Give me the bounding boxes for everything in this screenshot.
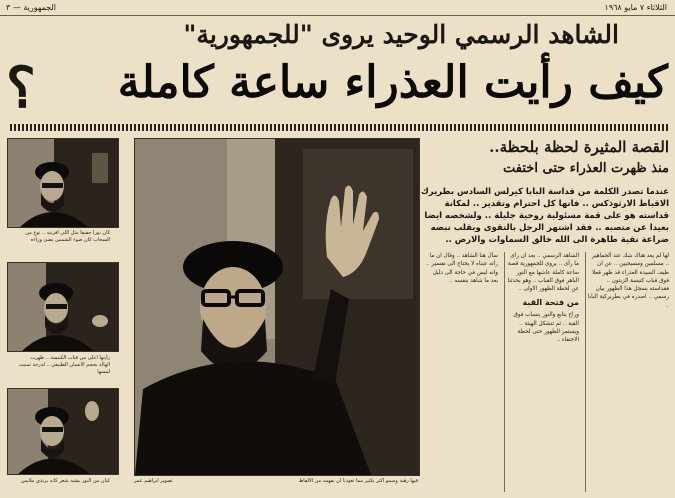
priest-raising-hand-icon: [135, 139, 419, 475]
caption-photo-1: كان نورا خفيفا مثل اللي افرتيه .. نوع من السحاب كان ضوء الشمس يضئ وراءه: [25, 230, 110, 243]
column-3-text: سأل هنا الشاهد .. وقال ان ما رأته عيناه لا يحتاج الى تفسير .. وانه ليس في حاجة الى دليل بعد ما شاهد بنفسه ..: [426, 253, 498, 284]
photo-credit: تصوير ابراهيم عمر: [134, 478, 173, 484]
main-photo: [134, 138, 420, 476]
column-divider: [504, 252, 505, 492]
priest-portrait-icon: [8, 263, 118, 351]
caption-photo-3: كيان من النور بشبه شعر كانه يرتدي ملابس: [21, 478, 110, 484]
article-column-1: [587, 252, 669, 492]
intro-paragraph: عندما تصدر الكلمة من قداسة البابا كيرلس السادس بطريرك الاقباط الارثوذكس .. فانها كل احترام وتقدير .. لمكانة قداسته هو على قمة مسئولية روحية جليلة .. ولشخصه ايضا بعيدا عن منصبه .. فقد اشتهر الرجل بالتقوى وبقلب نبضه ضراعة نقية طاهرة الى الله خالق السماوات والارض ..: [421, 187, 669, 245]
issue-date: الثلاثاء ٧ مايو ١٩٦٨: [604, 3, 667, 12]
column-1-text: لها لم يعد هناك شك عند الجماهير .. مسلمين ومسيحيين .. عن ان طيف السيدة العذراء قد ظهر فعلا فوق قباب كنيسة الزيتون .. فقداسته بسجل هذا الظهور بيان رسمي .. اصدره في بطريركية البابا ..: [587, 253, 669, 309]
caption-main-photo: فيها رهبة وسمو اكثر بكثير مما تعودنا ان نفهمه من الالفاظ: [298, 478, 418, 484]
question-mark: ؟: [6, 55, 36, 121]
column-2-text: الشاهد الرسمي .. بعد ان رأى ما رأى .. يروى للجمهورية قصة ساعة كاملة عاشها مع النور الباهر فوق القباب .. وهو يحدثنا عن لحظة الظهور الاولى ..: [507, 253, 579, 293]
headline-kicker: الشاهد الرسمي الوحيد يروى "للجمهورية": [183, 20, 619, 49]
priest-portrait-icon: [8, 389, 118, 474]
headline-rule: [10, 124, 668, 131]
article-column-3: [426, 252, 498, 492]
article-column-2: [507, 252, 579, 492]
subhead-story: القصة المثيرة لحظة بلحظة..: [489, 138, 669, 156]
priest-portrait-icon: [8, 139, 118, 227]
page-label: الجمهورية — ٣: [6, 3, 57, 12]
headline-main: كيف رأيت العذراء ساعة كاملة: [117, 57, 668, 108]
column-2-tail: وراح يتابع والنور ينساب فوق القبة .. ثم تتشكل الهيئة .. ويستمر الظهور حتى لحظة الاختفاء ..: [513, 312, 579, 344]
subhead-since: منذ ظهرت العذراء حتى اختفت: [503, 161, 669, 176]
photo-thumbnail-2: [7, 262, 119, 352]
subhead-dome-opening: من فتحة القبة: [522, 298, 579, 308]
photo-thumbnail-1: [7, 138, 119, 228]
photo-thumbnail-3: [7, 388, 119, 475]
column-divider: [585, 252, 586, 492]
masthead: [0, 0, 675, 16]
caption-photo-2: رأيتها اعلى من قباب الكنيسة .. ظهرت الهالة بحجم الانسان الطبيعي .. لدرجة تمنيت لمسها: [18, 355, 110, 375]
